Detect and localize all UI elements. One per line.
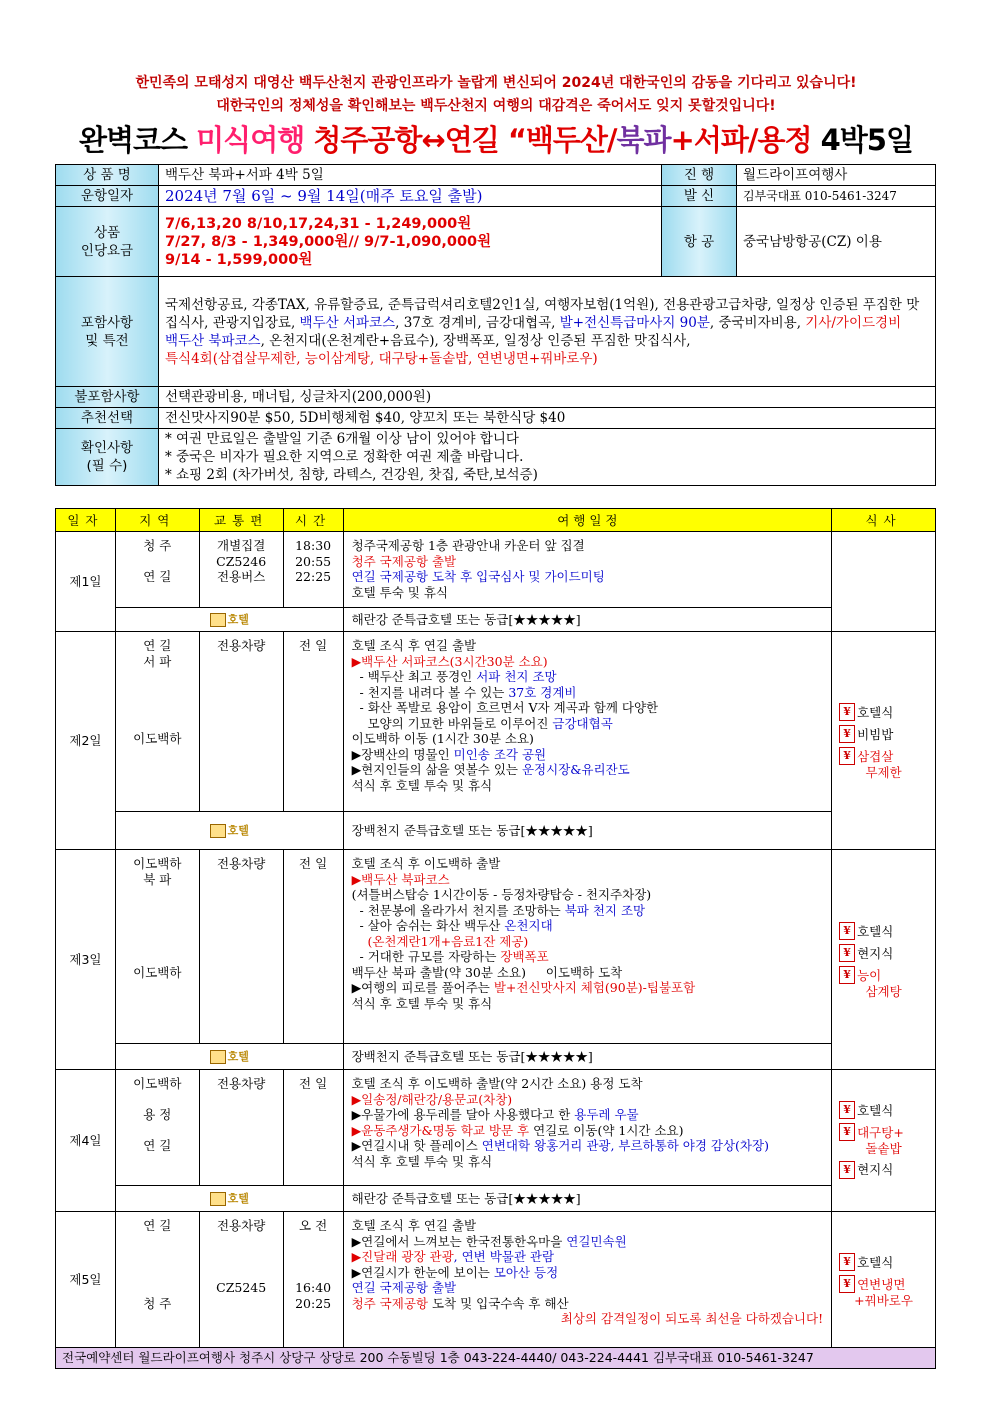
- check-label: 확인사항 (필 수): [56, 429, 159, 486]
- utensils-icon: ¥: [839, 944, 855, 962]
- meal-item: ¥ 호텔식: [839, 922, 934, 940]
- airline-value: 중국남방항공(CZ) 이용: [737, 207, 936, 277]
- product-label: 상 품 명: [56, 165, 159, 186]
- utensils-icon: ¥: [839, 1161, 855, 1179]
- utensils-icon: ¥: [839, 703, 855, 721]
- utensils-icon: ¥: [839, 747, 855, 765]
- price-label: 상품 인당요금: [56, 207, 159, 277]
- hotel-icon: 호텔: [204, 1191, 254, 1207]
- organizer-name: 월드라이프여행사: [737, 165, 936, 186]
- check-item: * 쇼핑 2회 (차가버섯, 침향, 라텍스, 건강원, 찻집, 죽탄,보석증): [165, 467, 538, 483]
- product-name: 백두산 북파+서파 4박 5일: [159, 165, 662, 186]
- meal-cell: ¥ 호텔식 ¥ 대구탕+ 돌솥밥 ¥ 현지식: [832, 1070, 936, 1212]
- price-line: 7/27, 8/3 - 1,349,000원// 9/7-1,090,000원: [165, 233, 492, 250]
- check-item: * 중국은 비자가 필요한 지역으로 정확한 여권 제출 바랍니다.: [165, 449, 524, 465]
- meal-item: ¥ 연변냉면: [839, 1275, 934, 1293]
- transport-cell: 전용차량: [199, 632, 283, 812]
- utensils-icon: ¥: [839, 1123, 855, 1141]
- price-line: 9/14 - 1,599,000원: [165, 251, 313, 268]
- transport-cell: 개별집결 CZ5246 전용버스: [199, 532, 283, 608]
- col-time: 시간: [283, 509, 343, 532]
- product-info-table: [55, 164, 936, 486]
- meal-item: ¥ 현지식: [839, 1161, 934, 1179]
- day-3: 제3일: [56, 850, 116, 1070]
- col-transport: 교통편: [199, 509, 283, 532]
- region-cell: 청 주 연 길: [115, 532, 199, 608]
- utensils-icon: ¥: [839, 922, 855, 940]
- meal-item: ¥ 호텔식: [839, 703, 934, 721]
- dates-value: 2024년 7월 6일 ~ 9월 14일(매주 토요일 출발): [159, 186, 662, 207]
- recommend-label: 추천선택: [56, 408, 159, 429]
- region-cell: 이도백하 용 정 연 길: [115, 1070, 199, 1186]
- sender-label: 발 신: [662, 186, 737, 207]
- sender-value: 김부국대표 010-5461-3247: [737, 186, 936, 207]
- time-cell: 전 일: [283, 850, 343, 1044]
- airline-label: 항 공: [662, 207, 737, 277]
- organizer-label: 진 행: [662, 165, 737, 186]
- col-region: 지역: [115, 509, 199, 532]
- header-line-2: 대한국인의 정체성을 확인해보는 백두산천지 여행의 대감격은 죽어서도 잊지 못할것입니다!: [216, 98, 776, 114]
- utensils-icon: ¥: [839, 1275, 855, 1293]
- dates-label: 운항일자: [56, 186, 159, 207]
- meal-cell: ¥ 호텔식 ¥ 비빔밥 ¥ 삼겹살 무제한: [832, 632, 936, 850]
- time-cell: 전 일: [283, 1070, 343, 1186]
- region-cell: 연 길 서 파 이도백하: [115, 632, 199, 812]
- utensils-icon: ¥: [839, 725, 855, 743]
- check-item: * 여권 만료일은 출발일 기준 6개월 이상 남이 있어야 합니다: [165, 431, 519, 447]
- meal-item: ¥ 비빔밥: [839, 725, 934, 743]
- included-label: 포함사항 및 특전: [56, 277, 159, 387]
- itinerary-cell: 호텔 조식 후 연길 출발 ▶백두산 서파코스(3시간30분 소요) - 백두산 최고 풍경인 서파 천지 조망 - 천지를 내려다 볼 수 있는 37호 경계비 - 화산 폭발로 용암이 흐르면서 V자 계곡과 함께 다양한 모양의 기묘한 바위들로 이루어진 금강대협곡 이도백하 이동 (1시간 30분 소요) ▶장백산의 명물인 미인송 조각 공원 ▶현지인들의 삶을 엿볼수 있는 운정시장&유리잔도 석식 후 호텔 투숙 및 휴식: [343, 632, 832, 812]
- hotel-name: 장백천지 준특급호텔 또는 동급[★★★★★]: [343, 812, 832, 850]
- meal-cell: ¥ 호텔식 ¥ 현지식 ¥ 능이 삼계탕: [832, 850, 936, 1070]
- itinerary-cell: 청주국제공항 1층 관광안내 카운터 앞 집결 청주 국제공항 출발 연길 국제공항 도착 후 입국심사 및 가이드미팅 호텔 투숙 및 휴식: [343, 532, 832, 608]
- utensils-icon: ¥: [839, 966, 855, 984]
- utensils-icon: ¥: [839, 1253, 855, 1271]
- day-4: 제4일: [56, 1070, 116, 1212]
- hotel-icon: 호텔: [204, 1049, 254, 1065]
- excluded-items: 선택관광비용, 매너팁, 싱글차지(200,000원): [159, 387, 936, 408]
- hotel-icon: 호텔: [204, 612, 254, 628]
- header-line-1: 한민족의 모태성지 대영산 백두산천지 관광인프라가 놀랍게 변신되어 2024년 대한국인의 감동을 기다리고 있습니다!: [135, 75, 857, 91]
- meal-item: ¥ 능이: [839, 966, 934, 984]
- day-1: 제1일: [56, 532, 116, 632]
- time-cell: 오 전 16:40 20:25: [283, 1212, 343, 1348]
- day-2: 제2일: [56, 632, 116, 850]
- itinerary-table: [55, 508, 936, 1369]
- footer-contact: 전국예약센터 월드라이프여행사 청주시 상당구 상당로 200 수동빌딩 1층 043-224-4440/ 043-224-4441 김부국대표 010-5461-3247: [56, 1348, 936, 1369]
- hotel-name: 해란강 준특급호텔 또는 동급[★★★★★]: [343, 1186, 832, 1212]
- meal-cell: ¥ 호텔식 ¥ 연변냉면 +꿔바로우: [832, 1212, 936, 1348]
- region-cell: 연 길 청 주: [115, 1212, 199, 1348]
- day-5: 제5일: [56, 1212, 116, 1348]
- meal-item: ¥ 현지식: [839, 944, 934, 962]
- price-line: 7/6,13,20 8/10,17,24,31 - 1,249,000원: [165, 215, 472, 232]
- excluded-label: 불포함사항: [56, 387, 159, 408]
- utensils-icon: ¥: [839, 1101, 855, 1119]
- hotel-icon-cell: [115, 812, 343, 850]
- itinerary-cell: 호텔 조식 후 연길 출발 ▶연길에서 느껴보는 한국전통한옥마을 연길민속원 ▶진달래 광장 관광, 연변 박물관 관람 ▶연길시가 한눈에 보이는 모아산 등정 연길 국제공항 출발 청주 국제공항 도착 및 입국수속 후 해산 최상의 감격일정이 되도록 최선을 다하겠습니다!: [343, 1212, 832, 1348]
- meal-item: ¥ 호텔식: [839, 1101, 934, 1119]
- col-meal: 식사: [832, 509, 936, 532]
- transport-cell: 전용차량 CZ5245: [199, 1212, 283, 1348]
- meal-item: ¥ 삼겹살: [839, 747, 934, 765]
- page-title: 완벽코스 미식여행 청주공항↔연길 “백두산/북파+서파/용정 4박5일: [79, 123, 913, 157]
- hotel-icon-cell: [115, 1044, 343, 1070]
- hotel-icon: 호텔: [204, 823, 254, 839]
- hotel-name: 장백천지 준특급호텔 또는 동급[★★★★★]: [343, 1044, 832, 1070]
- hotel-icon-cell: [115, 1186, 343, 1212]
- col-itinerary: 여 행 일 정: [343, 509, 832, 532]
- transport-cell: 전용차량: [199, 1070, 283, 1186]
- meal-item: ¥ 대구탕+: [839, 1123, 934, 1141]
- check-items: [159, 429, 936, 486]
- meal-item: ¥ 호텔식: [839, 1253, 934, 1271]
- transport-cell: 전용차량: [199, 850, 283, 1044]
- time-cell: 전 일: [283, 632, 343, 812]
- col-day: 일자: [56, 509, 116, 532]
- hotel-name: 해란강 준특급호텔 또는 동급[★★★★★]: [343, 608, 832, 632]
- itinerary-cell: 호텔 조식 후 이도백하 출발(약 2시간 소요) 용정 도착 ▶일송정/해란강/용문교(차창) ▶우물가에 용두레를 달아 사용했다고 한 용두레 우물 ▶윤동주생가&명동 학교 방문 후 연길로 이동(약 1시간 소요) ▶연길시내 핫 플레이스 연변대학 왕홍거리 관광, 부르하통하 야경 감상(차장) 석식 후 호텔 투숙 및 휴식: [343, 1070, 832, 1186]
- region-cell: 이도백하 북 파 이도백하: [115, 850, 199, 1044]
- itinerary-cell: 호텔 조식 후 이도백하 출발 ▶백두산 북파코스 (셔틀버스탑승 1시간이동 - 등정차량탑승 - 천지주차장) - 천문봉에 올라가서 천지를 조망하는 북파 천지 조망 - 살아 숨쉬는 화산 백두산 온천지대 (온천계란1개+음료1잔 제공) - 거대한 규모를 자랑하는 장백폭포 백두산 북파 출발(약 30분 소요) 이도백하 도착 ▶여행의 피로를 풀어주는 발+전신맛사지 체험(90분)-팁불포함 석식 후 호텔 투숙 및 휴식: [343, 850, 832, 1044]
- recommend-items: 전신맛사지90분 $50, 5D비행체험 $40, 양꼬치 또는 북한식당 $40: [159, 408, 936, 429]
- price-list: [159, 207, 662, 277]
- time-cell: 18:30 20:55 22:25: [283, 532, 343, 608]
- hotel-icon-cell: [115, 608, 343, 632]
- meal-cell: [832, 532, 936, 632]
- included-items: 국제선항공료, 각종TAX, 유류할증료, 준특급럭셔리호텔2인1실, 여행자보험(1억원), 전용관광고급차량, 일정상 인증된 푸짐한 맛집식사, 관광지입장료, 백두산 서파코스, 37호 경계비, 금강대협곡, 발+전신특급마사지 90분, 중국비자비용, 기사/가이드경비 백두산 북파코스, 온천지대(온천계란+음료수), 장백폭포, 일정상 인증된 푸짐한 맛집식사, 특식4회(삼겹살무제한, 능이삼계탕, 대구탕+돌솥밥, 연변냉면+꿔바로우): [159, 277, 936, 387]
